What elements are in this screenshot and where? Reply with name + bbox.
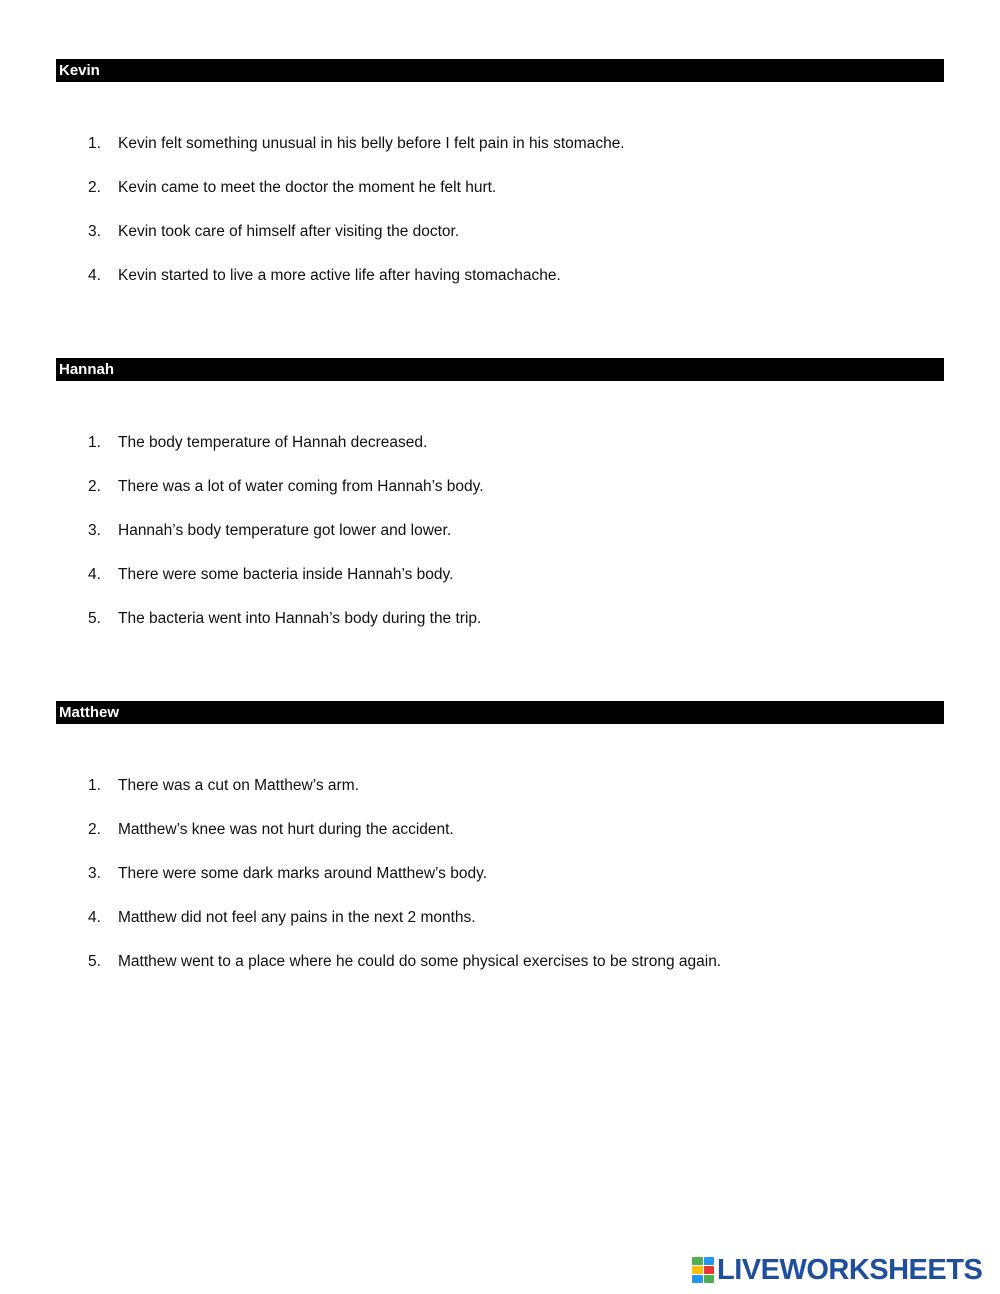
section-header-matthew: Matthew [56,701,944,724]
item-text: Hannah’s body temperature got lower and lower. [118,522,452,539]
item-text: There was a cut on Matthew’s arm. [118,777,359,794]
item-text: The body temperature of Hannah decreased. [118,434,428,451]
liveworksheets-logo-icon [692,1257,714,1283]
item-number: 1. [88,434,101,451]
item-text: Matthew’s knee was not hurt during the accident. [118,821,454,838]
item-number: 4. [88,566,101,583]
logo-text: LIVEWORKSHEETS [717,1254,983,1286]
item-text: There was a lot of water coming from Hannah’s body. [118,478,484,495]
item-text: There were some bacteria inside Hannah’s body. [118,566,454,583]
item-number: 3. [88,522,101,539]
item-text: There were some dark marks around Matthew’s body. [118,865,488,882]
item-text: The bacteria went into Hannah’s body during the trip. [118,610,482,627]
item-number: 2. [88,179,101,196]
item-number: 1. [88,777,101,794]
item-number: 2. [88,478,101,495]
item-number: 3. [88,223,101,240]
item-text: Kevin felt something unusual in his belly before I felt pain in his stomache. [118,135,625,152]
item-text: Kevin started to live a more active life after having stomachache. [118,267,561,284]
item-number: 1. [88,135,101,152]
item-text: Matthew did not feel any pains in the next 2 months. [118,909,476,926]
item-number: 4. [88,909,101,926]
item-number: 3. [88,865,101,882]
section-header-kevin: Kevin [56,59,944,82]
liveworksheets-logo [692,1254,982,1286]
item-text: Kevin came to meet the doctor the moment he felt hurt. [118,179,497,196]
section-header-hannah: Hannah [56,358,944,381]
item-text: Kevin took care of himself after visiting the doctor. [118,223,460,240]
item-number: 5. [88,953,101,970]
item-number: 4. [88,267,101,284]
item-number: 5. [88,610,101,627]
item-text: Matthew went to a place where he could do some physical exercises to be strong again. [118,953,722,970]
item-number: 2. [88,821,101,838]
